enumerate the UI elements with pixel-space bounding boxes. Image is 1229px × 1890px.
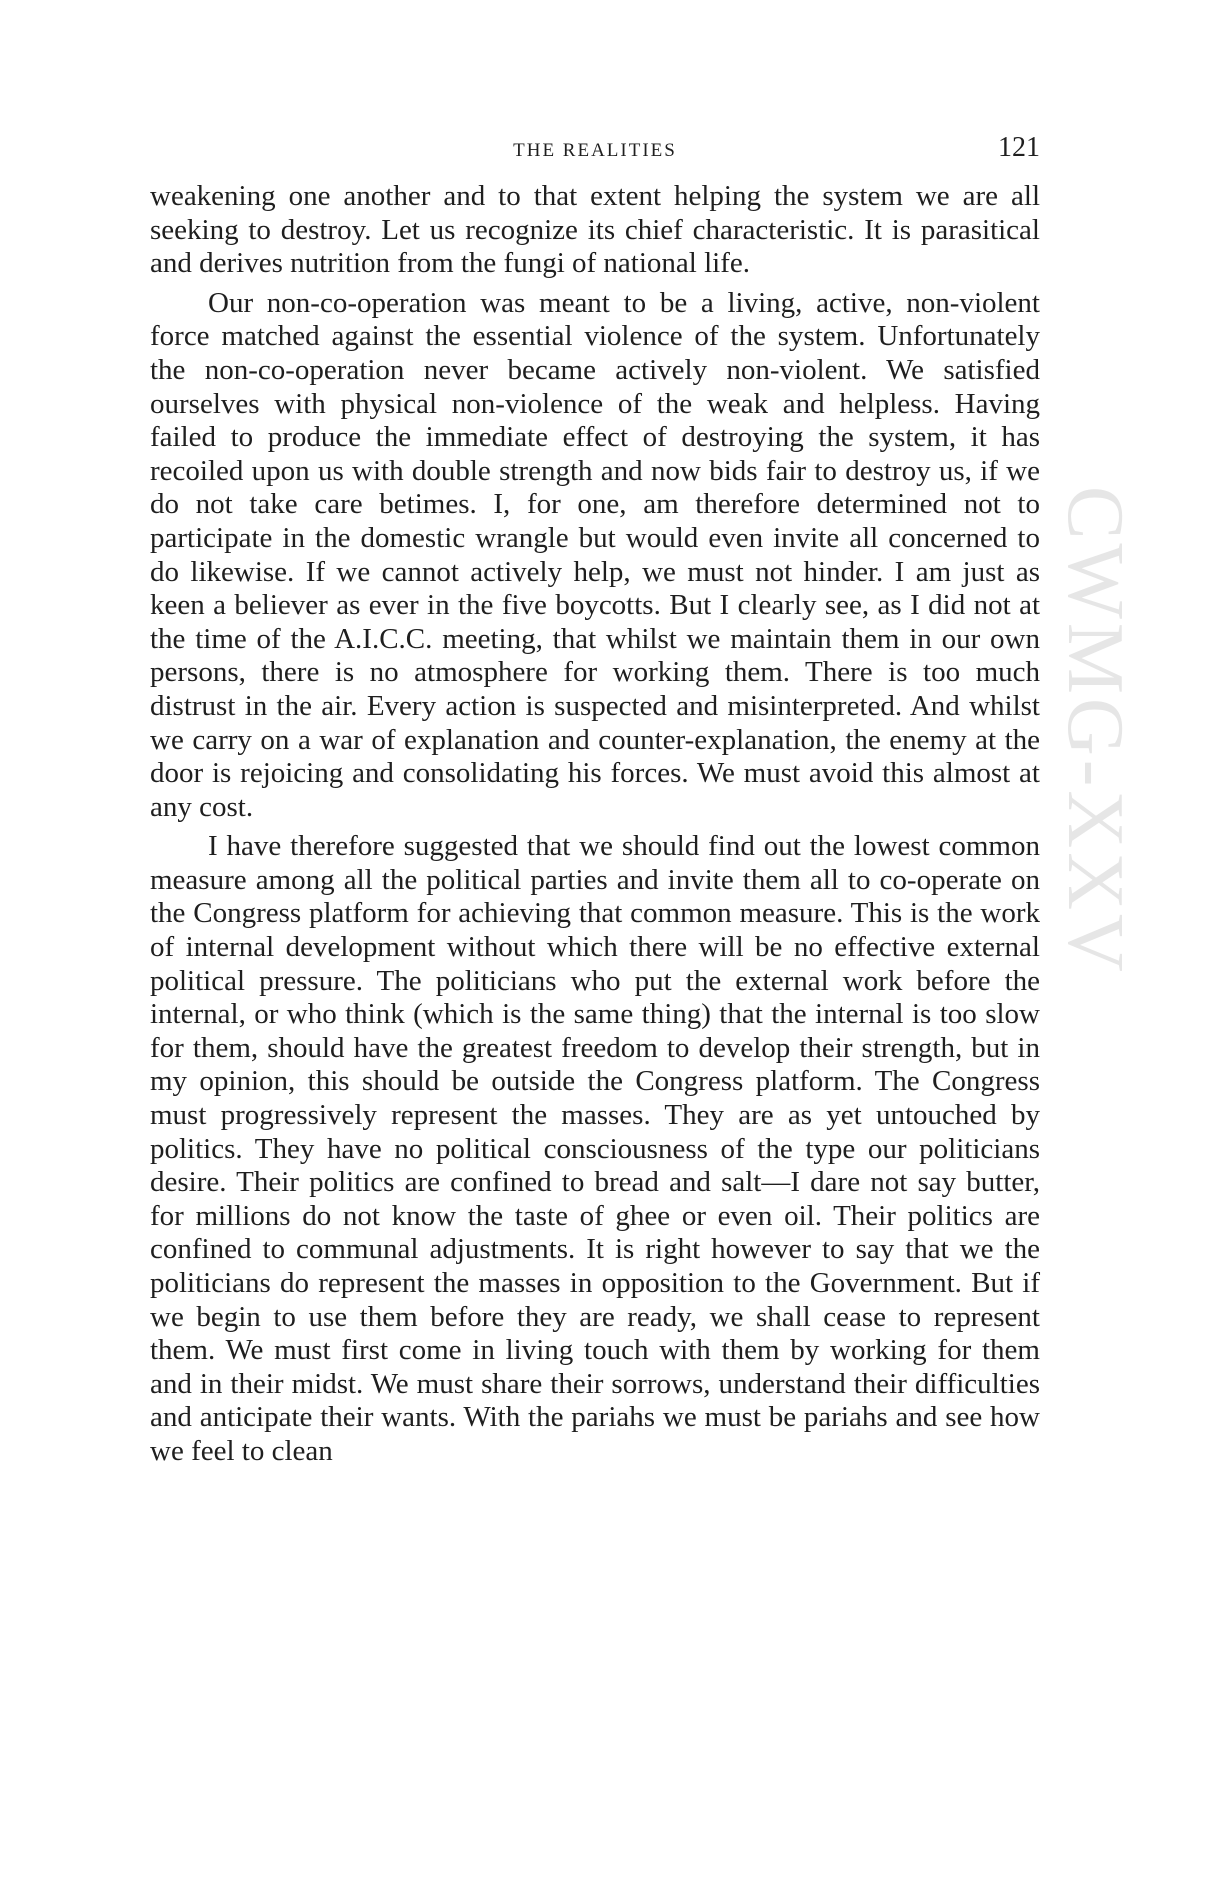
watermark-text: CWMG-XXV	[1051, 486, 1139, 976]
paragraph-continuation: weakening one another and to that extent helping the system we are all seeking to destroy. Let us recognize its chief characteristic. It is parasitical and derives nutrition from the fungi of national life.	[150, 180, 1040, 280]
body-text	[150, 180, 1040, 1469]
watermark	[1050, 486, 1140, 1426]
running-head	[150, 132, 1040, 172]
running-title: THE REALITIES	[513, 140, 677, 161]
paragraph-non-cooperation: Our non-co-operation was meant to be a living, active, non-violent force matched against the essential violence of the system. Unfortunately the non-co-operation never became actively non-violent. We satisfied ourselves with physical non-violence of the weak and helpless. Having failed to produce the immediate effect of destroying the system, it has recoiled upon us with double strength and now bids fair to destroy us, if we do not take care betimes. I, for one, am therefore determined not to participate in the domestic wrangle but would even invite all concerned to do likewise. If we cannot actively help, we must not hinder. I am just as keen a believer as ever in the five boycotts. But I clearly see, as I did not at the time of the A.I.C.C. meeting, that whilst we maintain them in our own persons, there is no atmosphere for working them. There is too much distrust in the air. Every action is suspected and misinterpreted. And whilst we carry on a war of explanation and counter-explanation, the enemy at the door is rejoicing and consolidating his forces. We must avoid this almost at any cost.	[150, 286, 1040, 823]
page-number: 121	[998, 132, 1040, 163]
paragraph-common-measure: I have therefore suggested that we should find out the lowest common measure among all the political parties and invite them all to co-operate on the Congress platform for achieving that common measure. This is the work of internal development without which there will be no effective external political pressure. The politicians who put the external work before the internal, or who think (which is the same thing) that the internal is too slow for them, should have the greatest freedom to develop their strength, but in my opinion, this should be outside the Congress platform. The Congress must progressively represent the masses. They are as yet untouched by politics. They have no political consciousness of the type our politicians desire. Their politics are confined to bread and salt—I dare not say butter, for millions do not know the taste of ghee or even oil. Their politics are confined to communal adjustments. It is right however to say that we the politicians do represent the masses in opposition to the Government. But if we begin to use them before they are ready, we shall cease to represent them. We must first come in living touch with them by working for them and in their midst. We must share their sorrows, understand their difficulties and anticipate their wants. With the pariahs we must be pariahs and see how we feel to clean	[150, 830, 1040, 1467]
